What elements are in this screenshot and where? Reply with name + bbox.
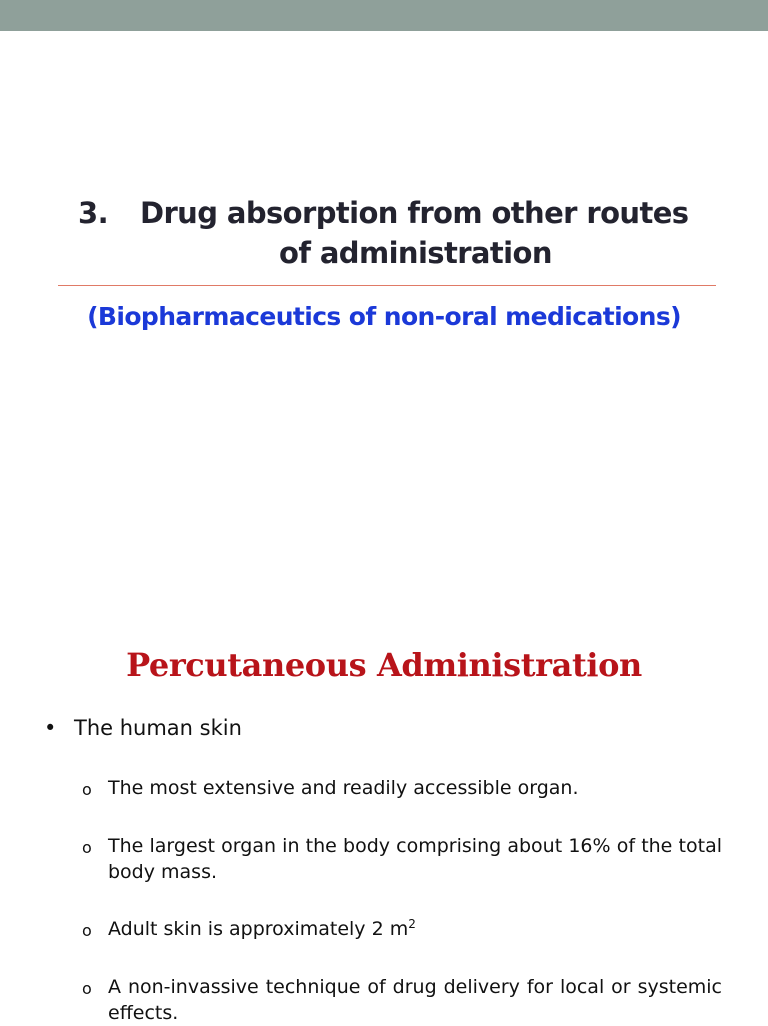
sub-item-4: [82, 974, 722, 1026]
superscript: 2: [408, 917, 416, 931]
sub-item-text: The most extensive and readily accessible organ.: [108, 777, 579, 799]
sub-item-3: [82, 916, 722, 942]
sub-item-text: The largest organ in the body comprising about 16% of the total body mass.: [108, 835, 722, 883]
bullet-marker: •: [44, 716, 57, 740]
top-banner-bar: [0, 0, 768, 31]
title-line-2: of administration: [279, 236, 552, 270]
sub-item-marker: o: [82, 838, 92, 857]
title-line-1: Drug absorption from other routes: [140, 196, 689, 230]
slide-subtitle: (Biopharmaceutics of non-oral medications): [87, 302, 681, 331]
sub-item-text: Adult skin is approximately 2 m: [108, 918, 409, 940]
title-number: 3.: [78, 196, 108, 230]
sub-item-text: A non-invassive technique of drug delivery for local or systemic effects.: [108, 976, 722, 1024]
title-divider: [58, 285, 716, 286]
sub-item-text-container: [108, 916, 722, 942]
sub-item-1: [82, 775, 722, 801]
bullet-item: [44, 712, 242, 744]
bullet-text: The human skin: [74, 716, 242, 740]
section-heading: Percutaneous Administration: [126, 646, 642, 684]
sub-item-marker: o: [82, 780, 92, 799]
sub-item-2: [82, 833, 722, 885]
sub-item-marker: o: [82, 979, 92, 998]
sub-item-marker: o: [82, 921, 92, 940]
